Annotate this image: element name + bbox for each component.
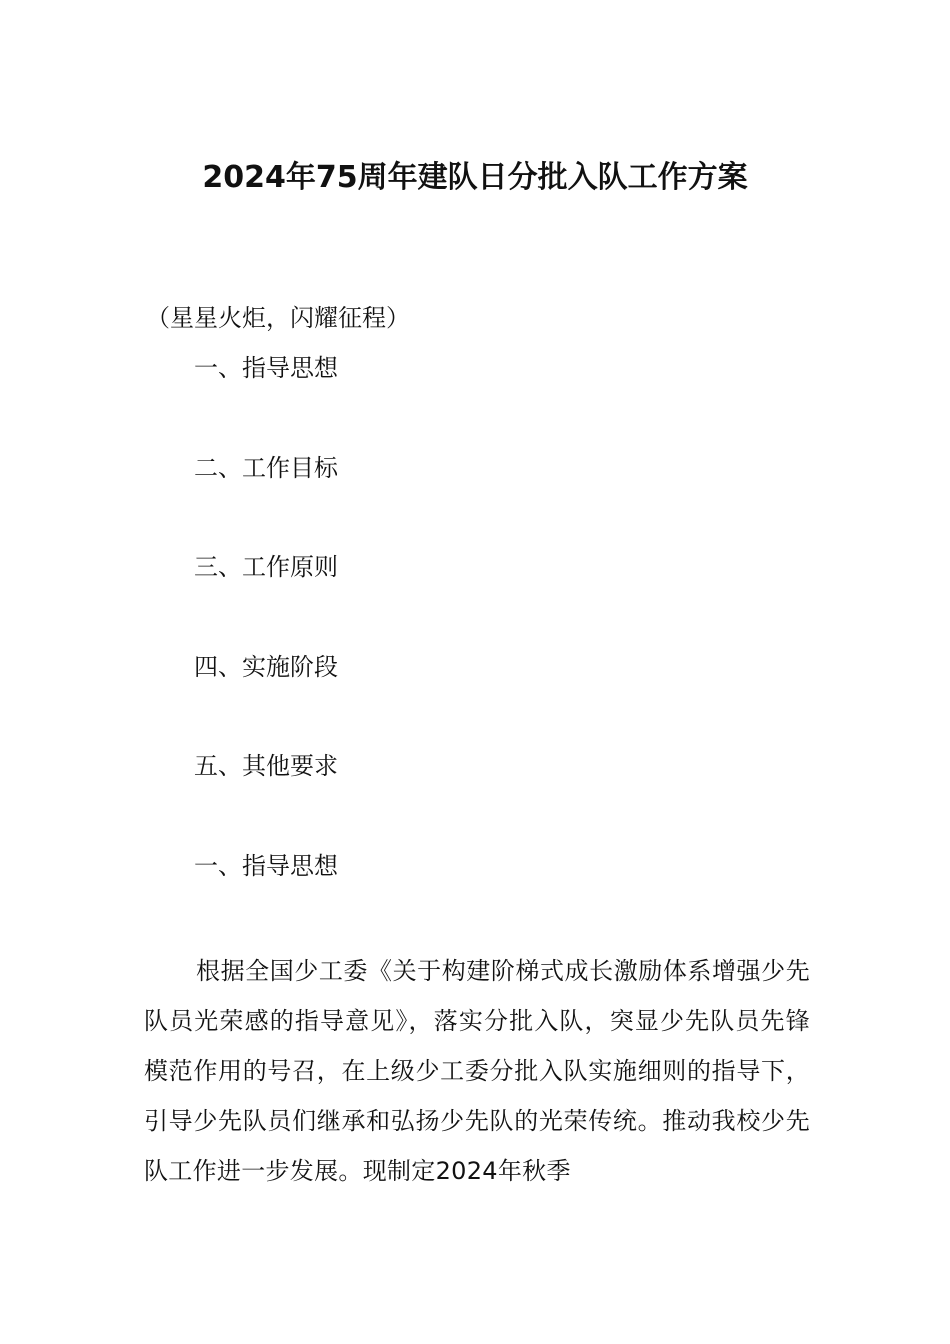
body-paragraph: 根据全国少工委《关于构建阶梯式成长激励体系增强少先队员光荣感的指导意见》，落实分批入队，突显少先队员先锋模范作用的号召，在上级少工委分批入队实施细则的指导下，引导少先队员们继承和弘扬少先队的光荣传统。推动我校少先队工作进一步发展。现制定2024年秋季: [144, 957, 810, 1185]
section-heading: 一、指导思想: [194, 852, 338, 880]
outline-item-2: 二、工作目标: [194, 454, 338, 482]
outline-item-5: 五、其他要求: [194, 752, 338, 780]
document-subtitle: （星星火炬，闪耀征程）: [146, 304, 410, 332]
document-title: 2024年75周年建队日分批入队工作方案: [202, 160, 748, 195]
outline-item-3: 三、工作原则: [194, 553, 338, 581]
outline-item-4: 四、实施阶段: [194, 653, 338, 681]
outline-item-1: 一、指导思想: [194, 354, 338, 382]
